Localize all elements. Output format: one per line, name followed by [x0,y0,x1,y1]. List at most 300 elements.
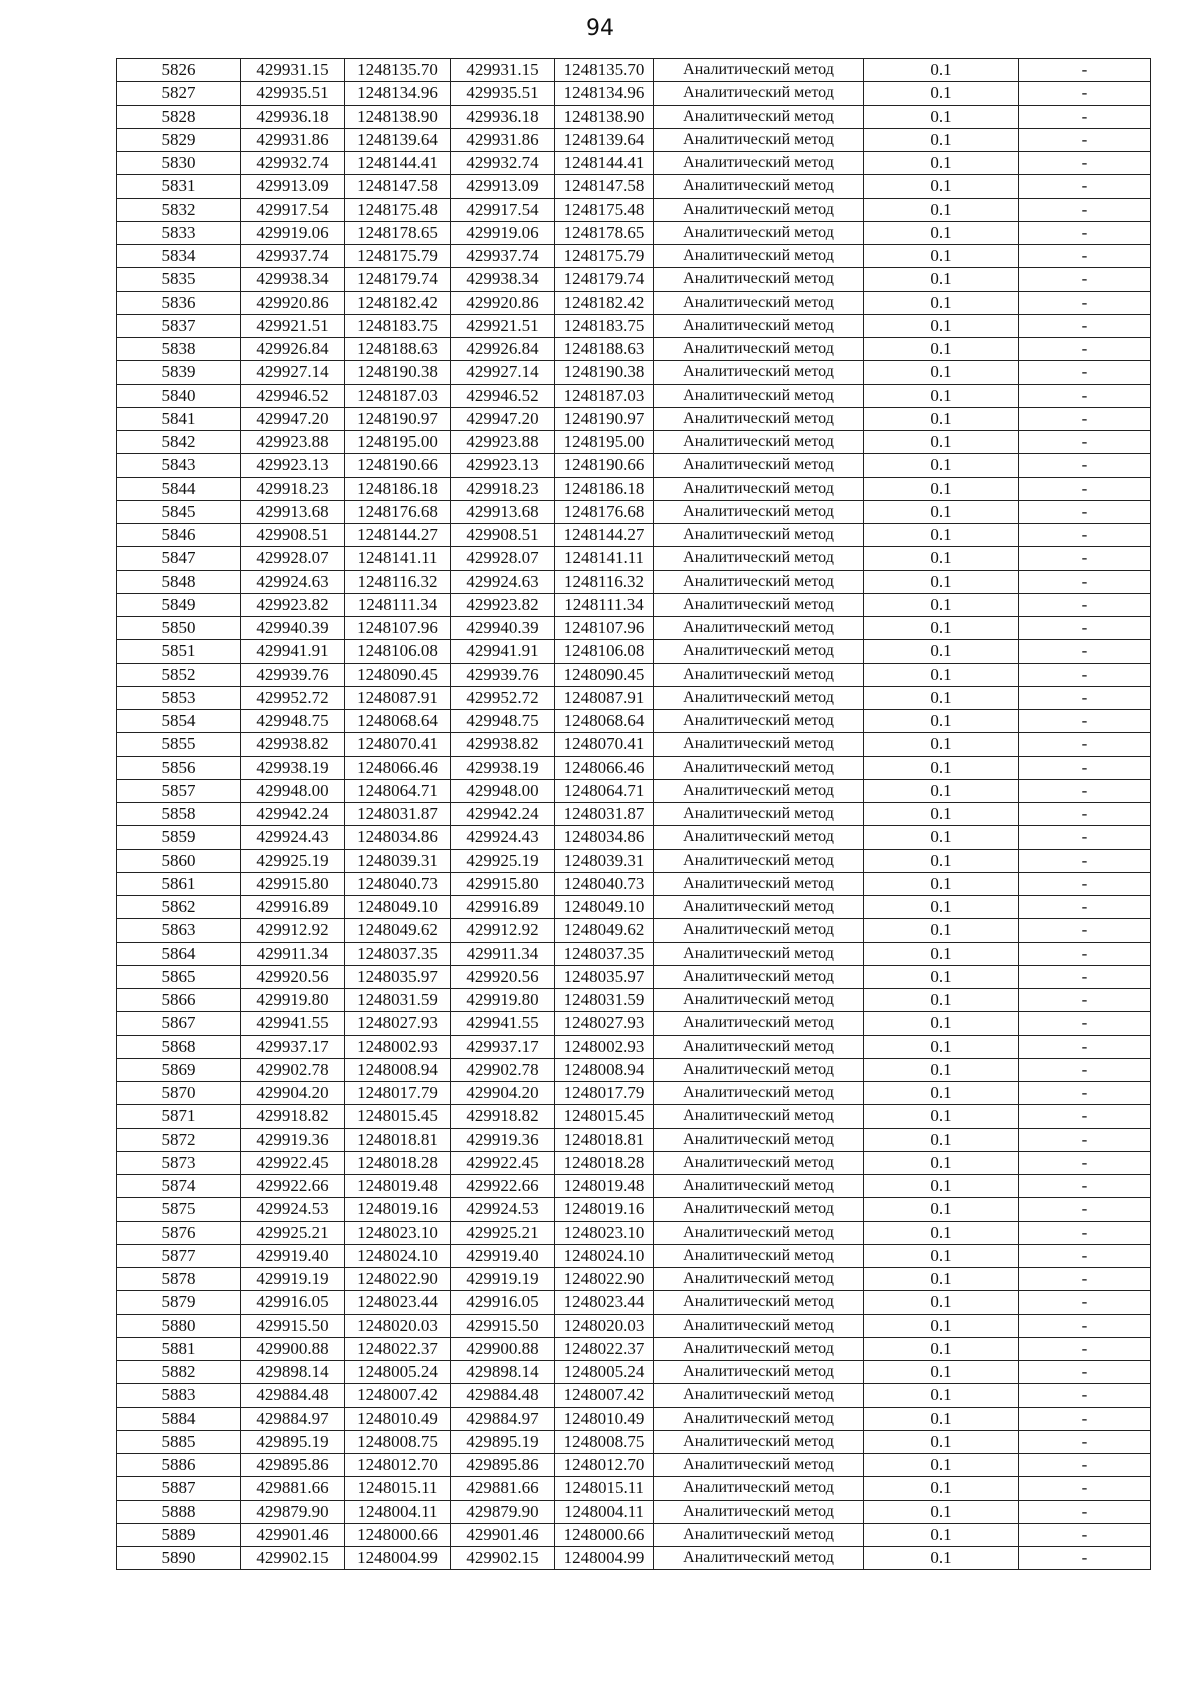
accuracy-cell: 0.1 [864,384,1019,407]
point-number-cell: 5839 [117,361,241,384]
x-coordinate-repeat-cell: 429937.74 [451,245,555,268]
point-number-cell: 5881 [117,1337,241,1360]
table-row [117,1198,1151,1221]
table-row [117,710,1151,733]
note-cell: - [1019,1500,1151,1523]
y-coordinate-cell: 1248010.49 [345,1407,451,1430]
table-row [117,105,1151,128]
y-coordinate-repeat-cell: 1248018.28 [555,1151,654,1174]
coordinates-table-body [117,59,1151,1570]
y-coordinate-cell: 1248066.46 [345,756,451,779]
accuracy-cell: 0.1 [864,547,1019,570]
x-coordinate-repeat-cell: 429931.15 [451,59,555,82]
x-coordinate-repeat-cell: 429884.97 [451,1407,555,1430]
accuracy-cell: 0.1 [864,500,1019,523]
y-coordinate-repeat-cell: 1248175.79 [555,245,654,268]
accuracy-cell: 0.1 [864,1175,1019,1198]
method-cell: Аналитический метод [654,431,864,454]
x-coordinate-repeat-cell: 429917.54 [451,198,555,221]
x-coordinate-repeat-cell: 429935.51 [451,82,555,105]
method-cell: Аналитический метод [654,291,864,314]
accuracy-cell: 0.1 [864,1314,1019,1337]
x-coordinate-cell: 429938.19 [241,756,345,779]
point-number-cell: 5843 [117,454,241,477]
accuracy-cell: 0.1 [864,1523,1019,1546]
y-coordinate-repeat-cell: 1248031.59 [555,989,654,1012]
note-cell: - [1019,245,1151,268]
note-cell: - [1019,1547,1151,1570]
y-coordinate-repeat-cell: 1248139.64 [555,128,654,151]
point-number-cell: 5872 [117,1128,241,1151]
x-coordinate-repeat-cell: 429927.14 [451,361,555,384]
method-cell: Аналитический метод [654,1500,864,1523]
point-number-cell: 5831 [117,175,241,198]
table-row [117,872,1151,895]
accuracy-cell: 0.1 [864,1384,1019,1407]
x-coordinate-repeat-cell: 429925.21 [451,1221,555,1244]
accuracy-cell: 0.1 [864,617,1019,640]
note-cell: - [1019,1314,1151,1337]
note-cell: - [1019,756,1151,779]
point-number-cell: 5870 [117,1082,241,1105]
point-number-cell: 5826 [117,59,241,82]
table-row [117,361,1151,384]
x-coordinate-repeat-cell: 429919.36 [451,1128,555,1151]
y-coordinate-repeat-cell: 1248035.97 [555,965,654,988]
y-coordinate-cell: 1248034.86 [345,826,451,849]
note-cell: - [1019,1407,1151,1430]
note-cell: - [1019,128,1151,151]
y-coordinate-cell: 1248187.03 [345,384,451,407]
table-row [117,733,1151,756]
method-cell: Аналитический метод [654,849,864,872]
y-coordinate-repeat-cell: 1248179.74 [555,268,654,291]
x-coordinate-cell: 429938.34 [241,268,345,291]
x-coordinate-repeat-cell: 429923.88 [451,431,555,454]
note-cell: - [1019,1361,1151,1384]
accuracy-cell: 0.1 [864,1221,1019,1244]
x-coordinate-cell: 429935.51 [241,82,345,105]
x-coordinate-repeat-cell: 429913.68 [451,500,555,523]
y-coordinate-cell: 1248040.73 [345,872,451,895]
method-cell: Аналитический метод [654,82,864,105]
y-coordinate-repeat-cell: 1248040.73 [555,872,654,895]
y-coordinate-cell: 1248019.16 [345,1198,451,1221]
method-cell: Аналитический метод [654,245,864,268]
y-coordinate-cell: 1248141.11 [345,547,451,570]
accuracy-cell: 0.1 [864,1291,1019,1314]
x-coordinate-cell: 429881.66 [241,1477,345,1500]
x-coordinate-cell: 429901.46 [241,1523,345,1546]
point-number-cell: 5855 [117,733,241,756]
note-cell: - [1019,965,1151,988]
table-row [117,128,1151,151]
x-coordinate-cell: 429952.72 [241,686,345,709]
y-coordinate-cell: 1248018.81 [345,1128,451,1151]
accuracy-cell: 0.1 [864,1500,1019,1523]
table-row [117,919,1151,942]
x-coordinate-repeat-cell: 429942.24 [451,803,555,826]
method-cell: Аналитический метод [654,314,864,337]
x-coordinate-cell: 429947.20 [241,407,345,430]
accuracy-cell: 0.1 [864,524,1019,547]
y-coordinate-cell: 1248138.90 [345,105,451,128]
method-cell: Аналитический метод [654,1268,864,1291]
x-coordinate-cell: 429920.56 [241,965,345,988]
x-coordinate-cell: 429915.80 [241,872,345,895]
y-coordinate-cell: 1248022.90 [345,1268,451,1291]
point-number-cell: 5832 [117,198,241,221]
method-cell: Аналитический метод [654,1407,864,1430]
note-cell: - [1019,663,1151,686]
note-cell: - [1019,152,1151,175]
x-coordinate-repeat-cell: 429901.46 [451,1523,555,1546]
table-row [117,1291,1151,1314]
x-coordinate-repeat-cell: 429918.23 [451,477,555,500]
x-coordinate-cell: 429908.51 [241,524,345,547]
method-cell: Аналитический метод [654,1151,864,1174]
note-cell: - [1019,1198,1151,1221]
accuracy-cell: 0.1 [864,1198,1019,1221]
x-coordinate-cell: 429879.90 [241,1500,345,1523]
point-number-cell: 5845 [117,500,241,523]
y-coordinate-cell: 1248023.44 [345,1291,451,1314]
x-coordinate-cell: 429918.23 [241,477,345,500]
note-cell: - [1019,1175,1151,1198]
x-coordinate-cell: 429946.52 [241,384,345,407]
note-cell: - [1019,779,1151,802]
x-coordinate-repeat-cell: 429924.63 [451,570,555,593]
table-row [117,268,1151,291]
x-coordinate-repeat-cell: 429947.20 [451,407,555,430]
point-number-cell: 5840 [117,384,241,407]
point-number-cell: 5875 [117,1198,241,1221]
x-coordinate-repeat-cell: 429916.05 [451,1291,555,1314]
point-number-cell: 5858 [117,803,241,826]
accuracy-cell: 0.1 [864,105,1019,128]
table-row [117,338,1151,361]
page-number: 94 [586,16,614,41]
accuracy-cell: 0.1 [864,1361,1019,1384]
y-coordinate-cell: 1248012.70 [345,1454,451,1477]
y-coordinate-cell: 1248024.10 [345,1244,451,1267]
method-cell: Аналитический метод [654,779,864,802]
point-number-cell: 5841 [117,407,241,430]
y-coordinate-repeat-cell: 1248034.86 [555,826,654,849]
x-coordinate-repeat-cell: 429918.82 [451,1105,555,1128]
accuracy-cell: 0.1 [864,245,1019,268]
method-cell: Аналитический метод [654,221,864,244]
x-coordinate-cell: 429948.00 [241,779,345,802]
y-coordinate-repeat-cell: 1248002.93 [555,1035,654,1058]
x-coordinate-repeat-cell: 429919.40 [451,1244,555,1267]
x-coordinate-cell: 429918.82 [241,1105,345,1128]
y-coordinate-cell: 1248002.93 [345,1035,451,1058]
note-cell: - [1019,1477,1151,1500]
x-coordinate-cell: 429937.74 [241,245,345,268]
accuracy-cell: 0.1 [864,686,1019,709]
table-row [117,198,1151,221]
y-coordinate-repeat-cell: 1248005.24 [555,1361,654,1384]
table-row [117,1151,1151,1174]
method-cell: Аналитический метод [654,593,864,616]
x-coordinate-cell: 429919.36 [241,1128,345,1151]
x-coordinate-repeat-cell: 429916.89 [451,896,555,919]
table-row [117,384,1151,407]
accuracy-cell: 0.1 [864,59,1019,82]
method-cell: Аналитический метод [654,570,864,593]
x-coordinate-cell: 429915.50 [241,1314,345,1337]
method-cell: Аналитический метод [654,1244,864,1267]
accuracy-cell: 0.1 [864,1268,1019,1291]
table-row [117,1082,1151,1105]
point-number-cell: 5838 [117,338,241,361]
method-cell: Аналитический метод [654,454,864,477]
note-cell: - [1019,1430,1151,1453]
method-cell: Аналитический метод [654,105,864,128]
point-number-cell: 5835 [117,268,241,291]
table-row [117,407,1151,430]
point-number-cell: 5827 [117,82,241,105]
accuracy-cell: 0.1 [864,826,1019,849]
y-coordinate-repeat-cell: 1248087.91 [555,686,654,709]
x-coordinate-cell: 429919.40 [241,1244,345,1267]
method-cell: Аналитический метод [654,361,864,384]
accuracy-cell: 0.1 [864,640,1019,663]
x-coordinate-repeat-cell: 429884.48 [451,1384,555,1407]
y-coordinate-cell: 1248188.63 [345,338,451,361]
point-number-cell: 5847 [117,547,241,570]
accuracy-cell: 0.1 [864,570,1019,593]
x-coordinate-repeat-cell: 429948.00 [451,779,555,802]
accuracy-cell: 0.1 [864,221,1019,244]
accuracy-cell: 0.1 [864,1244,1019,1267]
accuracy-cell: 0.1 [864,663,1019,686]
y-coordinate-cell: 1248182.42 [345,291,451,314]
note-cell: - [1019,524,1151,547]
y-coordinate-repeat-cell: 1248010.49 [555,1407,654,1430]
table-row [117,1128,1151,1151]
x-coordinate-repeat-cell: 429919.80 [451,989,555,1012]
table-row [117,1407,1151,1430]
x-coordinate-cell: 429942.24 [241,803,345,826]
point-number-cell: 5883 [117,1384,241,1407]
x-coordinate-cell: 429916.05 [241,1291,345,1314]
x-coordinate-repeat-cell: 429941.91 [451,640,555,663]
x-coordinate-cell: 429884.97 [241,1407,345,1430]
y-coordinate-cell: 1248015.11 [345,1477,451,1500]
point-number-cell: 5885 [117,1430,241,1453]
x-coordinate-repeat-cell: 429900.88 [451,1337,555,1360]
method-cell: Аналитический метод [654,989,864,1012]
method-cell: Аналитический метод [654,919,864,942]
table-row [117,989,1151,1012]
x-coordinate-cell: 429924.43 [241,826,345,849]
y-coordinate-cell: 1248190.66 [345,454,451,477]
note-cell: - [1019,1128,1151,1151]
method-cell: Аналитический метод [654,477,864,500]
y-coordinate-repeat-cell: 1248068.64 [555,710,654,733]
x-coordinate-cell: 429904.20 [241,1082,345,1105]
method-cell: Аналитический метод [654,710,864,733]
method-cell: Аналитический метод [654,1547,864,1570]
x-coordinate-cell: 429928.07 [241,547,345,570]
x-coordinate-repeat-cell: 429902.78 [451,1058,555,1081]
accuracy-cell: 0.1 [864,338,1019,361]
table-row [117,826,1151,849]
y-coordinate-cell: 1248039.31 [345,849,451,872]
point-number-cell: 5867 [117,1012,241,1035]
x-coordinate-cell: 429916.89 [241,896,345,919]
method-cell: Аналитический метод [654,826,864,849]
accuracy-cell: 0.1 [864,175,1019,198]
method-cell: Аналитический метод [654,152,864,175]
note-cell: - [1019,291,1151,314]
x-coordinate-cell: 429913.09 [241,175,345,198]
x-coordinate-repeat-cell: 429923.13 [451,454,555,477]
point-number-cell: 5850 [117,617,241,640]
y-coordinate-repeat-cell: 1248000.66 [555,1523,654,1546]
method-cell: Аналитический метод [654,524,864,547]
x-coordinate-cell: 429922.45 [241,1151,345,1174]
x-coordinate-cell: 429923.88 [241,431,345,454]
x-coordinate-repeat-cell: 429946.52 [451,384,555,407]
point-number-cell: 5844 [117,477,241,500]
method-cell: Аналитический метод [654,965,864,988]
accuracy-cell: 0.1 [864,896,1019,919]
table-row [117,1244,1151,1267]
y-coordinate-repeat-cell: 1248023.10 [555,1221,654,1244]
table-row [117,1430,1151,1453]
x-coordinate-cell: 429902.15 [241,1547,345,1570]
accuracy-cell: 0.1 [864,756,1019,779]
note-cell: - [1019,896,1151,919]
x-coordinate-repeat-cell: 429938.82 [451,733,555,756]
x-coordinate-cell: 429923.82 [241,593,345,616]
table-row [117,686,1151,709]
y-coordinate-repeat-cell: 1248070.41 [555,733,654,756]
accuracy-cell: 0.1 [864,198,1019,221]
accuracy-cell: 0.1 [864,849,1019,872]
method-cell: Аналитический метод [654,268,864,291]
table-row [117,59,1151,82]
y-coordinate-cell: 1248195.00 [345,431,451,454]
y-coordinate-repeat-cell: 1248017.79 [555,1082,654,1105]
y-coordinate-cell: 1248019.48 [345,1175,451,1198]
table-row [117,1035,1151,1058]
x-coordinate-cell: 429939.76 [241,663,345,686]
x-coordinate-repeat-cell: 429919.19 [451,1268,555,1291]
note-cell: - [1019,361,1151,384]
point-number-cell: 5878 [117,1268,241,1291]
note-cell: - [1019,872,1151,895]
accuracy-cell: 0.1 [864,1058,1019,1081]
point-number-cell: 5873 [117,1151,241,1174]
x-coordinate-repeat-cell: 429938.34 [451,268,555,291]
point-number-cell: 5890 [117,1547,241,1570]
table-row [117,1058,1151,1081]
table-row [117,245,1151,268]
x-coordinate-repeat-cell: 429912.92 [451,919,555,942]
point-number-cell: 5846 [117,524,241,547]
y-coordinate-repeat-cell: 1248049.10 [555,896,654,919]
x-coordinate-repeat-cell: 429928.07 [451,547,555,570]
point-number-cell: 5857 [117,779,241,802]
accuracy-cell: 0.1 [864,779,1019,802]
y-coordinate-cell: 1248008.94 [345,1058,451,1081]
table-row [117,849,1151,872]
table-row [117,1547,1151,1570]
table-row [117,896,1151,919]
y-coordinate-cell: 1248186.18 [345,477,451,500]
note-cell: - [1019,221,1151,244]
table-row [117,1454,1151,1477]
accuracy-cell: 0.1 [864,477,1019,500]
x-coordinate-cell: 429900.88 [241,1337,345,1360]
method-cell: Аналитический метод [654,547,864,570]
y-coordinate-cell: 1248068.64 [345,710,451,733]
method-cell: Аналитический метод [654,338,864,361]
x-coordinate-repeat-cell: 429941.55 [451,1012,555,1035]
note-cell: - [1019,314,1151,337]
accuracy-cell: 0.1 [864,1407,1019,1430]
y-coordinate-repeat-cell: 1248176.68 [555,500,654,523]
x-coordinate-cell: 429941.55 [241,1012,345,1035]
x-coordinate-repeat-cell: 429923.82 [451,593,555,616]
x-coordinate-cell: 429937.17 [241,1035,345,1058]
point-number-cell: 5851 [117,640,241,663]
note-cell: - [1019,431,1151,454]
y-coordinate-repeat-cell: 1248015.45 [555,1105,654,1128]
method-cell: Аналитический метод [654,500,864,523]
y-coordinate-repeat-cell: 1248008.75 [555,1430,654,1453]
point-number-cell: 5852 [117,663,241,686]
accuracy-cell: 0.1 [864,361,1019,384]
table-row [117,1221,1151,1244]
note-cell: - [1019,454,1151,477]
table-row [117,221,1151,244]
x-coordinate-repeat-cell: 429908.51 [451,524,555,547]
note-cell: - [1019,268,1151,291]
y-coordinate-cell: 1248035.97 [345,965,451,988]
point-number-cell: 5842 [117,431,241,454]
method-cell: Аналитический метод [654,407,864,430]
x-coordinate-repeat-cell: 429920.56 [451,965,555,988]
table-row [117,942,1151,965]
note-cell: - [1019,105,1151,128]
note-cell: - [1019,826,1151,849]
note-cell: - [1019,477,1151,500]
point-number-cell: 5888 [117,1500,241,1523]
note-cell: - [1019,1523,1151,1546]
y-coordinate-cell: 1248049.62 [345,919,451,942]
method-cell: Аналитический метод [654,617,864,640]
note-cell: - [1019,617,1151,640]
table-row [117,803,1151,826]
x-coordinate-repeat-cell: 429881.66 [451,1477,555,1500]
x-coordinate-cell: 429924.63 [241,570,345,593]
table-row [117,454,1151,477]
method-cell: Аналитический метод [654,1198,864,1221]
y-coordinate-cell: 1248087.91 [345,686,451,709]
method-cell: Аналитический метод [654,663,864,686]
table-row [117,640,1151,663]
accuracy-cell: 0.1 [864,919,1019,942]
x-coordinate-repeat-cell: 429937.17 [451,1035,555,1058]
x-coordinate-repeat-cell: 429915.80 [451,872,555,895]
note-cell: - [1019,198,1151,221]
y-coordinate-repeat-cell: 1248022.90 [555,1268,654,1291]
